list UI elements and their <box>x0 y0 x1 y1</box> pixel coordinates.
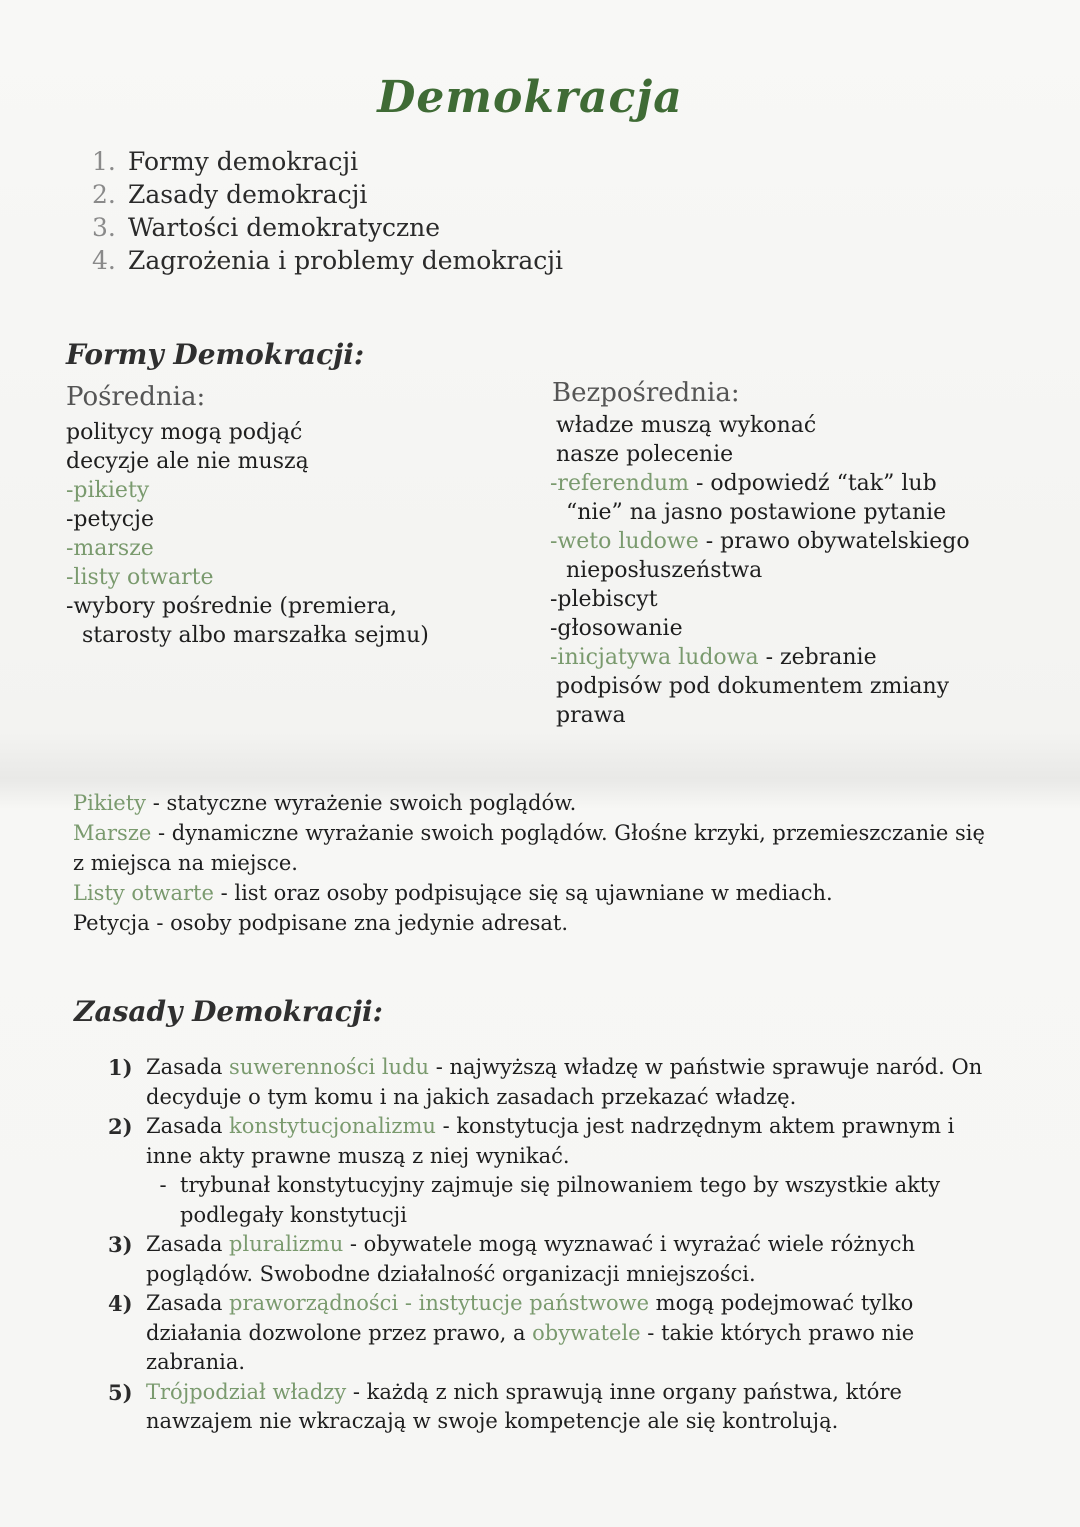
term: Trójpodział władzy <box>146 1379 347 1404</box>
toc-number: 1. <box>92 147 116 176</box>
term: -referendum <box>550 471 689 496</box>
rules-list <box>108 1053 988 1437</box>
rule-body: Zasada suwerenności ludu - najwyższą władzę w państwie sprawuje naród. On decyduje o tym komu i na jakich zasadach przekazać władzę. <box>146 1055 983 1109</box>
definitions <box>73 788 993 938</box>
rule-body: Trójpodział władzy - każdą z nich sprawują inne organy państwa, które nawzajem nie wkraczają w swoje kompetencje ale się kontrolują. <box>146 1379 902 1433</box>
term: instytucje państwowe <box>418 1291 649 1315</box>
indirect-desc: politycy mogą podjąć <box>66 420 303 445</box>
indirect-item: -pikiety <box>66 478 150 503</box>
rule-number: 5) <box>108 1379 133 1405</box>
term: obywatele <box>532 1320 641 1345</box>
term: konstytucjonalizmu <box>229 1114 436 1138</box>
rule-number: 1) <box>108 1055 133 1080</box>
direct-item-cont: prawa <box>556 703 626 728</box>
rules-heading: Zasady Demokracji: <box>74 995 383 1028</box>
direct-item: -weto ludowe - prawo obywatelskiego <box>550 529 970 554</box>
toc-item <box>92 211 563 244</box>
term: Petycja <box>73 911 150 935</box>
toc-item <box>92 178 563 211</box>
direct-desc: nasze polecenie <box>556 442 734 467</box>
direct-desc: władze muszą wykonać <box>556 413 817 438</box>
rule-body: Zasada konstytucjonalizmu - konstytucja jest nadrzędnym aktem prawnym i inne akty prawne muszą z niej wynikać. <box>146 1114 955 1168</box>
term: -inicjatywa ludowa <box>550 645 759 670</box>
dash: - <box>159 1173 167 1197</box>
rule-item <box>108 1112 988 1171</box>
term: Pikiety <box>73 791 147 815</box>
indirect-item: -listy otwarte <box>66 565 214 590</box>
indirect-column <box>66 418 506 650</box>
indirect-item: starosty albo marszałka sejmu) <box>82 623 429 648</box>
rule-item <box>108 1289 988 1378</box>
sub-body: trybunał konstytucyjny zajmuje się pilnowaniem tego by wszystkie akty podlegały konstytucji <box>180 1173 941 1227</box>
direct-label: Bezpośrednia: <box>552 378 740 408</box>
indirect-label: Pośrednia: <box>66 382 206 412</box>
rule-sub-item <box>108 1171 988 1230</box>
direct-item: -referendum - odpowiedź “tak” lub <box>550 471 937 496</box>
indirect-item: -petycje <box>66 507 154 532</box>
direct-item: -plebiscyt <box>550 587 658 612</box>
rule-number: 4) <box>108 1291 133 1316</box>
rule-body: Zasada pluralizmu - obywatele mogą wyznawać i wyrażać wiele różnych poglądów. Swobodne działalność organizacji mniejszości. <box>146 1232 916 1286</box>
direct-column <box>550 411 1030 730</box>
indirect-item: -wybory pośrednie (premiera, <box>66 594 398 619</box>
rule-number: 2) <box>108 1114 133 1139</box>
toc-item <box>92 145 563 178</box>
term: Listy otwarte <box>73 881 214 905</box>
page-title: Demokracja <box>377 72 683 123</box>
direct-item: -inicjatywa ludowa - zebranie <box>550 645 877 670</box>
toc-number: 2. <box>92 180 116 209</box>
rule-item <box>108 1378 988 1437</box>
toc-item <box>92 244 563 277</box>
rule-item <box>108 1053 988 1112</box>
indirect-item: -marsze <box>66 536 154 561</box>
direct-item: -głosowanie <box>550 616 683 641</box>
term: suwerenności ludu <box>229 1055 430 1079</box>
definition: Petycja - osoby podpisane zna jedynie adresat. <box>73 911 569 935</box>
direct-item-cont: nieposłuszeństwa <box>566 558 763 583</box>
toc-number: 4. <box>92 246 116 275</box>
term: -weto ludowe <box>550 529 699 554</box>
rule-body: Zasada praworządności - instytucje państwowe mogą podejmować tylko działania dozwolone przez prawo, a obywatele - takie których prawo nie zabrania. <box>146 1291 915 1374</box>
toc-number: 3. <box>92 213 116 242</box>
direct-item-cont: “nie” na jasno postawione pytanie <box>566 500 947 525</box>
toc-text: Formy demokracji <box>128 147 359 176</box>
rule-number: 3) <box>108 1232 133 1257</box>
toc-text: Zasady demokracji <box>128 180 368 209</box>
definition: Pikiety - statyczne wyrażenie swoich poglądów. <box>73 791 577 815</box>
indirect-desc: decyzje ale nie muszą <box>66 449 309 474</box>
term: praworządności <box>229 1291 399 1315</box>
rule-item <box>108 1230 988 1289</box>
toc-text: Wartości demokratyczne <box>128 213 441 242</box>
direct-item-cont: podpisów pod dokumentem zmiany <box>556 674 950 699</box>
term: Marsze <box>73 821 152 845</box>
toc-text: Zagrożenia i problemy demokracji <box>128 246 564 275</box>
definition: Listy otwarte - list oraz osoby podpisujące się są ujawniane w mediach. <box>73 881 833 905</box>
forms-heading: Formy Demokracji: <box>66 338 365 371</box>
term: pluralizmu <box>229 1232 344 1256</box>
table-of-contents <box>92 145 563 277</box>
definition: Marsze - dynamiczne wyrażanie swoich poglądów. Głośne krzyki, przemieszczanie się z miejsca na miejsce. <box>73 821 985 875</box>
